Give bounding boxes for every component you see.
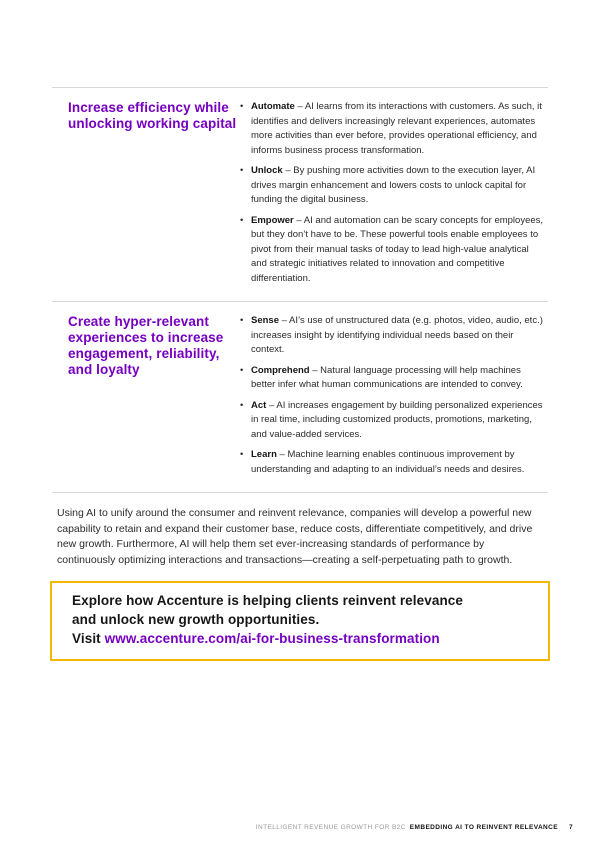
bullet-term: Automate	[251, 101, 295, 112]
cta-visit-label: Visit	[72, 631, 105, 646]
cta-link[interactable]: www.accenture.com/ai-for-business-transformation	[104, 631, 440, 646]
bullet-body: – By pushing more activities down to the execution layer, AI drives margin enhancement and lowers costs to unlock capital for funding the digital business.	[251, 165, 536, 205]
section-heading-efficiency: Increase efficiency while unlocking working capital	[68, 100, 237, 131]
bullet-icon: •	[240, 399, 244, 411]
bullet-text	[251, 100, 545, 158]
bullet-icon: •	[240, 165, 244, 176]
bullet-list-hyper-relevant	[240, 314, 545, 477]
section-heading-hyper-relevant: Create hyper-relevant experiences to increase engagement, reliability, and loyalty	[68, 314, 224, 377]
bullet-text	[251, 399, 545, 443]
list-item	[240, 100, 545, 158]
bullet-body: – AI increases engagement by building personalized experiences in real time, including customized products, promotions, marketing, and value-added services.	[251, 399, 543, 440]
bullet-term: Comprehend	[251, 364, 310, 376]
list-item	[240, 164, 545, 208]
bullet-term: Learn	[251, 449, 277, 460]
footer-section-title: EMBEDDING AI TO REINVENT RELEVANCE	[409, 824, 558, 831]
bullet-icon: •	[240, 364, 244, 376]
bullet-icon: •	[240, 315, 244, 326]
bullet-icon: •	[240, 449, 244, 460]
bullet-term: Sense	[251, 315, 279, 326]
list-item	[240, 364, 545, 393]
bullet-text	[251, 448, 545, 477]
bullet-text	[251, 364, 545, 393]
page-footer	[256, 824, 573, 831]
bullet-body: – AI’s use of unstructured data (e.g. photos, video, audio, etc.) increases insight by identifying individual needs based on their context.	[251, 315, 543, 355]
divider-bottom	[52, 492, 548, 493]
cta-callout-box	[50, 581, 550, 661]
list-item	[240, 399, 545, 443]
summary-paragraph: Using AI to unify around the consumer and reinvent relevance, companies will develop a powerful new capability to retain and expand their customer base, reduce costs, differentiate competitively, and drive new growth. Furthermore, AI will help them set ever-increasing standards of performance by continuously optimizing interactions and transactions—creating a self-perpetuating path to growth.	[57, 507, 533, 566]
cta-line-3	[72, 629, 528, 648]
footer-doc-title: INTELLIGENT REVENUE GROWTH FOR B2C	[255, 824, 406, 831]
bullet-term: Unlock	[251, 165, 283, 176]
section-efficiency	[0, 88, 600, 301]
bullet-term: Act	[251, 399, 267, 411]
bullet-text	[251, 314, 545, 358]
bullet-list-efficiency	[240, 100, 545, 286]
cta-line-2: and unlock new growth opportunities.	[72, 612, 320, 627]
footer-page-number: 7	[568, 824, 573, 831]
bullet-icon: •	[240, 101, 244, 112]
list-item	[240, 214, 545, 287]
bullet-body: – AI and automation can be scary concepts for employees, but they don’t have to be. These powerful tools enable employees to pivot from their manual tasks of today to lead high-value analytical and strategic initiatives related to innovation and competitive differentiation.	[251, 214, 544, 284]
bullet-text	[251, 164, 545, 208]
cta-line-1: Explore how Accenture is helping clients reinvent relevance	[72, 593, 464, 608]
section-hyper-relevant	[0, 302, 600, 492]
list-item	[240, 314, 545, 358]
list-item	[240, 448, 545, 477]
bullet-body: – Machine learning enables continuous improvement by understanding and adapting to an individual’s needs and desires.	[251, 449, 525, 475]
bullet-body: – AI learns from its interactions with customers. As such, it identifies and delivers increasingly relevant experiences, automates more activities than ever before, provides operational efficiency, and informs business process transformation.	[251, 101, 542, 156]
bullet-term: Empower	[251, 214, 294, 226]
bullet-text	[251, 214, 545, 287]
bullet-icon: •	[240, 214, 244, 226]
bullet-body: – Natural language processing will help machines better infer what human communications are intended to convey.	[251, 364, 523, 390]
